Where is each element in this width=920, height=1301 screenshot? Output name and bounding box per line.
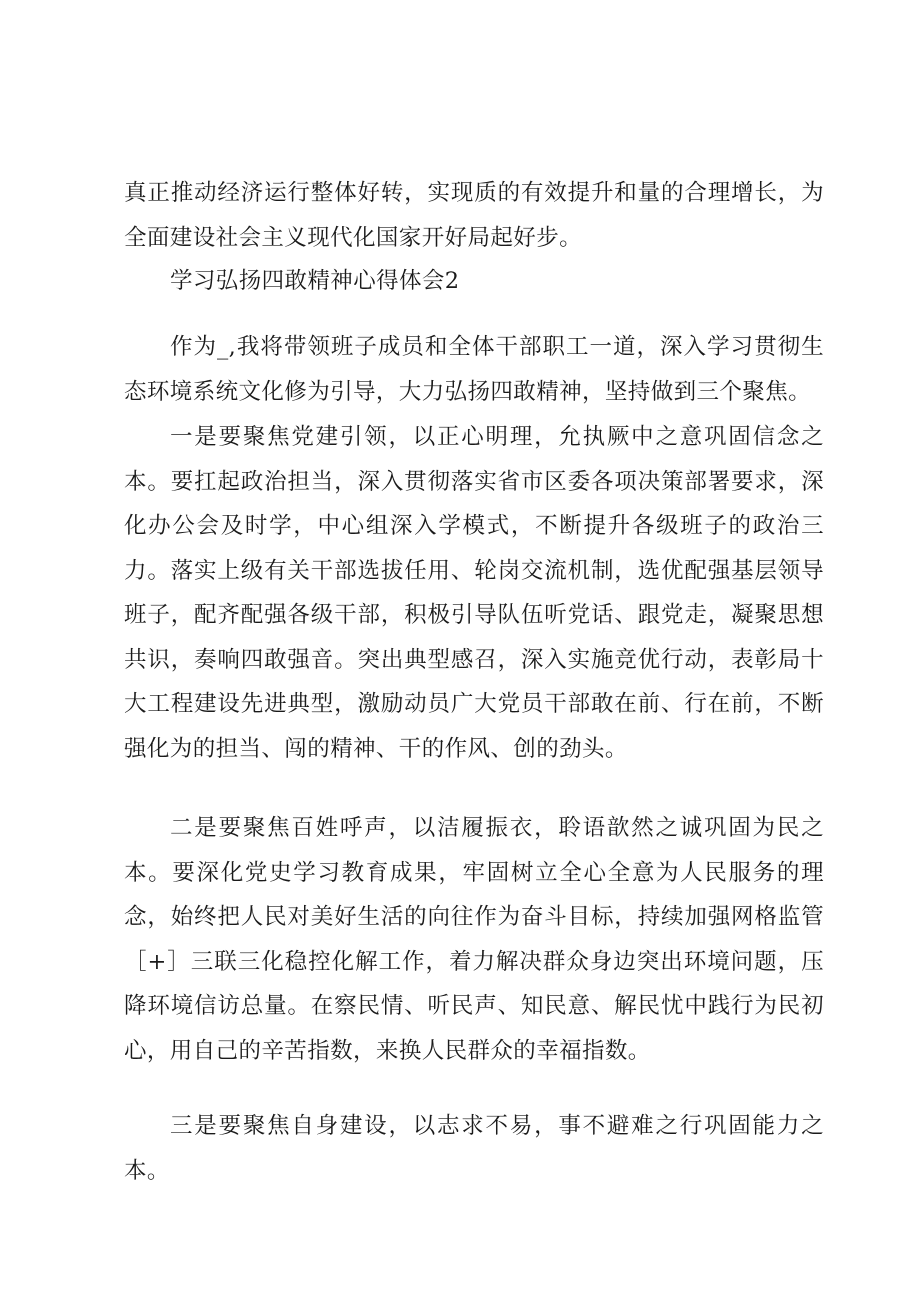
paragraph-intro: 作为_,我将带领班子成员和全体干部职工一道，深入学习贯彻生态环境系统文化修为引导，大力弘扬四敢精神，坚持做到三个聚焦。	[124, 334, 824, 405]
section-heading: 学习弘扬四敢精神心得体会2	[170, 268, 460, 294]
paragraph-second-focus: 二是要聚焦百姓呼声，以洁履振衣，聆语歆然之诚巩固为民之本。要深化党史学习教育成果，牢固树立全心全意为人民服务的理念，始终把人民对美好生活的向往作为奋斗目标，持续加强网格监管［+］三联三化稳控化解工作，着力解决群众身边突出环境问题，压降环境信访总量。在察民情、听民声、知民意、解民忧中践行为民初心，用自己的辛苦指数，来换人民群众的幸福指数。	[124, 815, 824, 1064]
continuation-paragraph: 真正推动经济运行整体好转，实现质的有效提升和量的合理增长，为全面建设社会主义现代化国家开好局起好步。	[124, 180, 824, 251]
paragraph-third-focus: 三是要聚焦自身建设，以志求不易，事不避难之行巩固能力之本。	[124, 1113, 824, 1184]
paragraph-first-focus: 一是要聚焦党建引领，以正心明理，允执厥中之意巩固信念之本。要扛起政治担当，深入贯彻落实省市区委各项决策部署要求，深化办公会及时学，中心组深入学模式，不断提升各级班子的政治三力。落实上级有关干部选拔任用、轮岗交流机制，选优配强基层领导班子，配齐配强各级干部，积极引导队伍听党话、跟党走，凝聚思想共识，奏响四敢强音。突出典型感召，深入实施竞优行动，表彰局十大工程建设先进典型，激励动员广大党员干部敢在前、行在前，不断强化为的担当、闯的精神、干的作风、创的劲头。	[124, 424, 824, 762]
